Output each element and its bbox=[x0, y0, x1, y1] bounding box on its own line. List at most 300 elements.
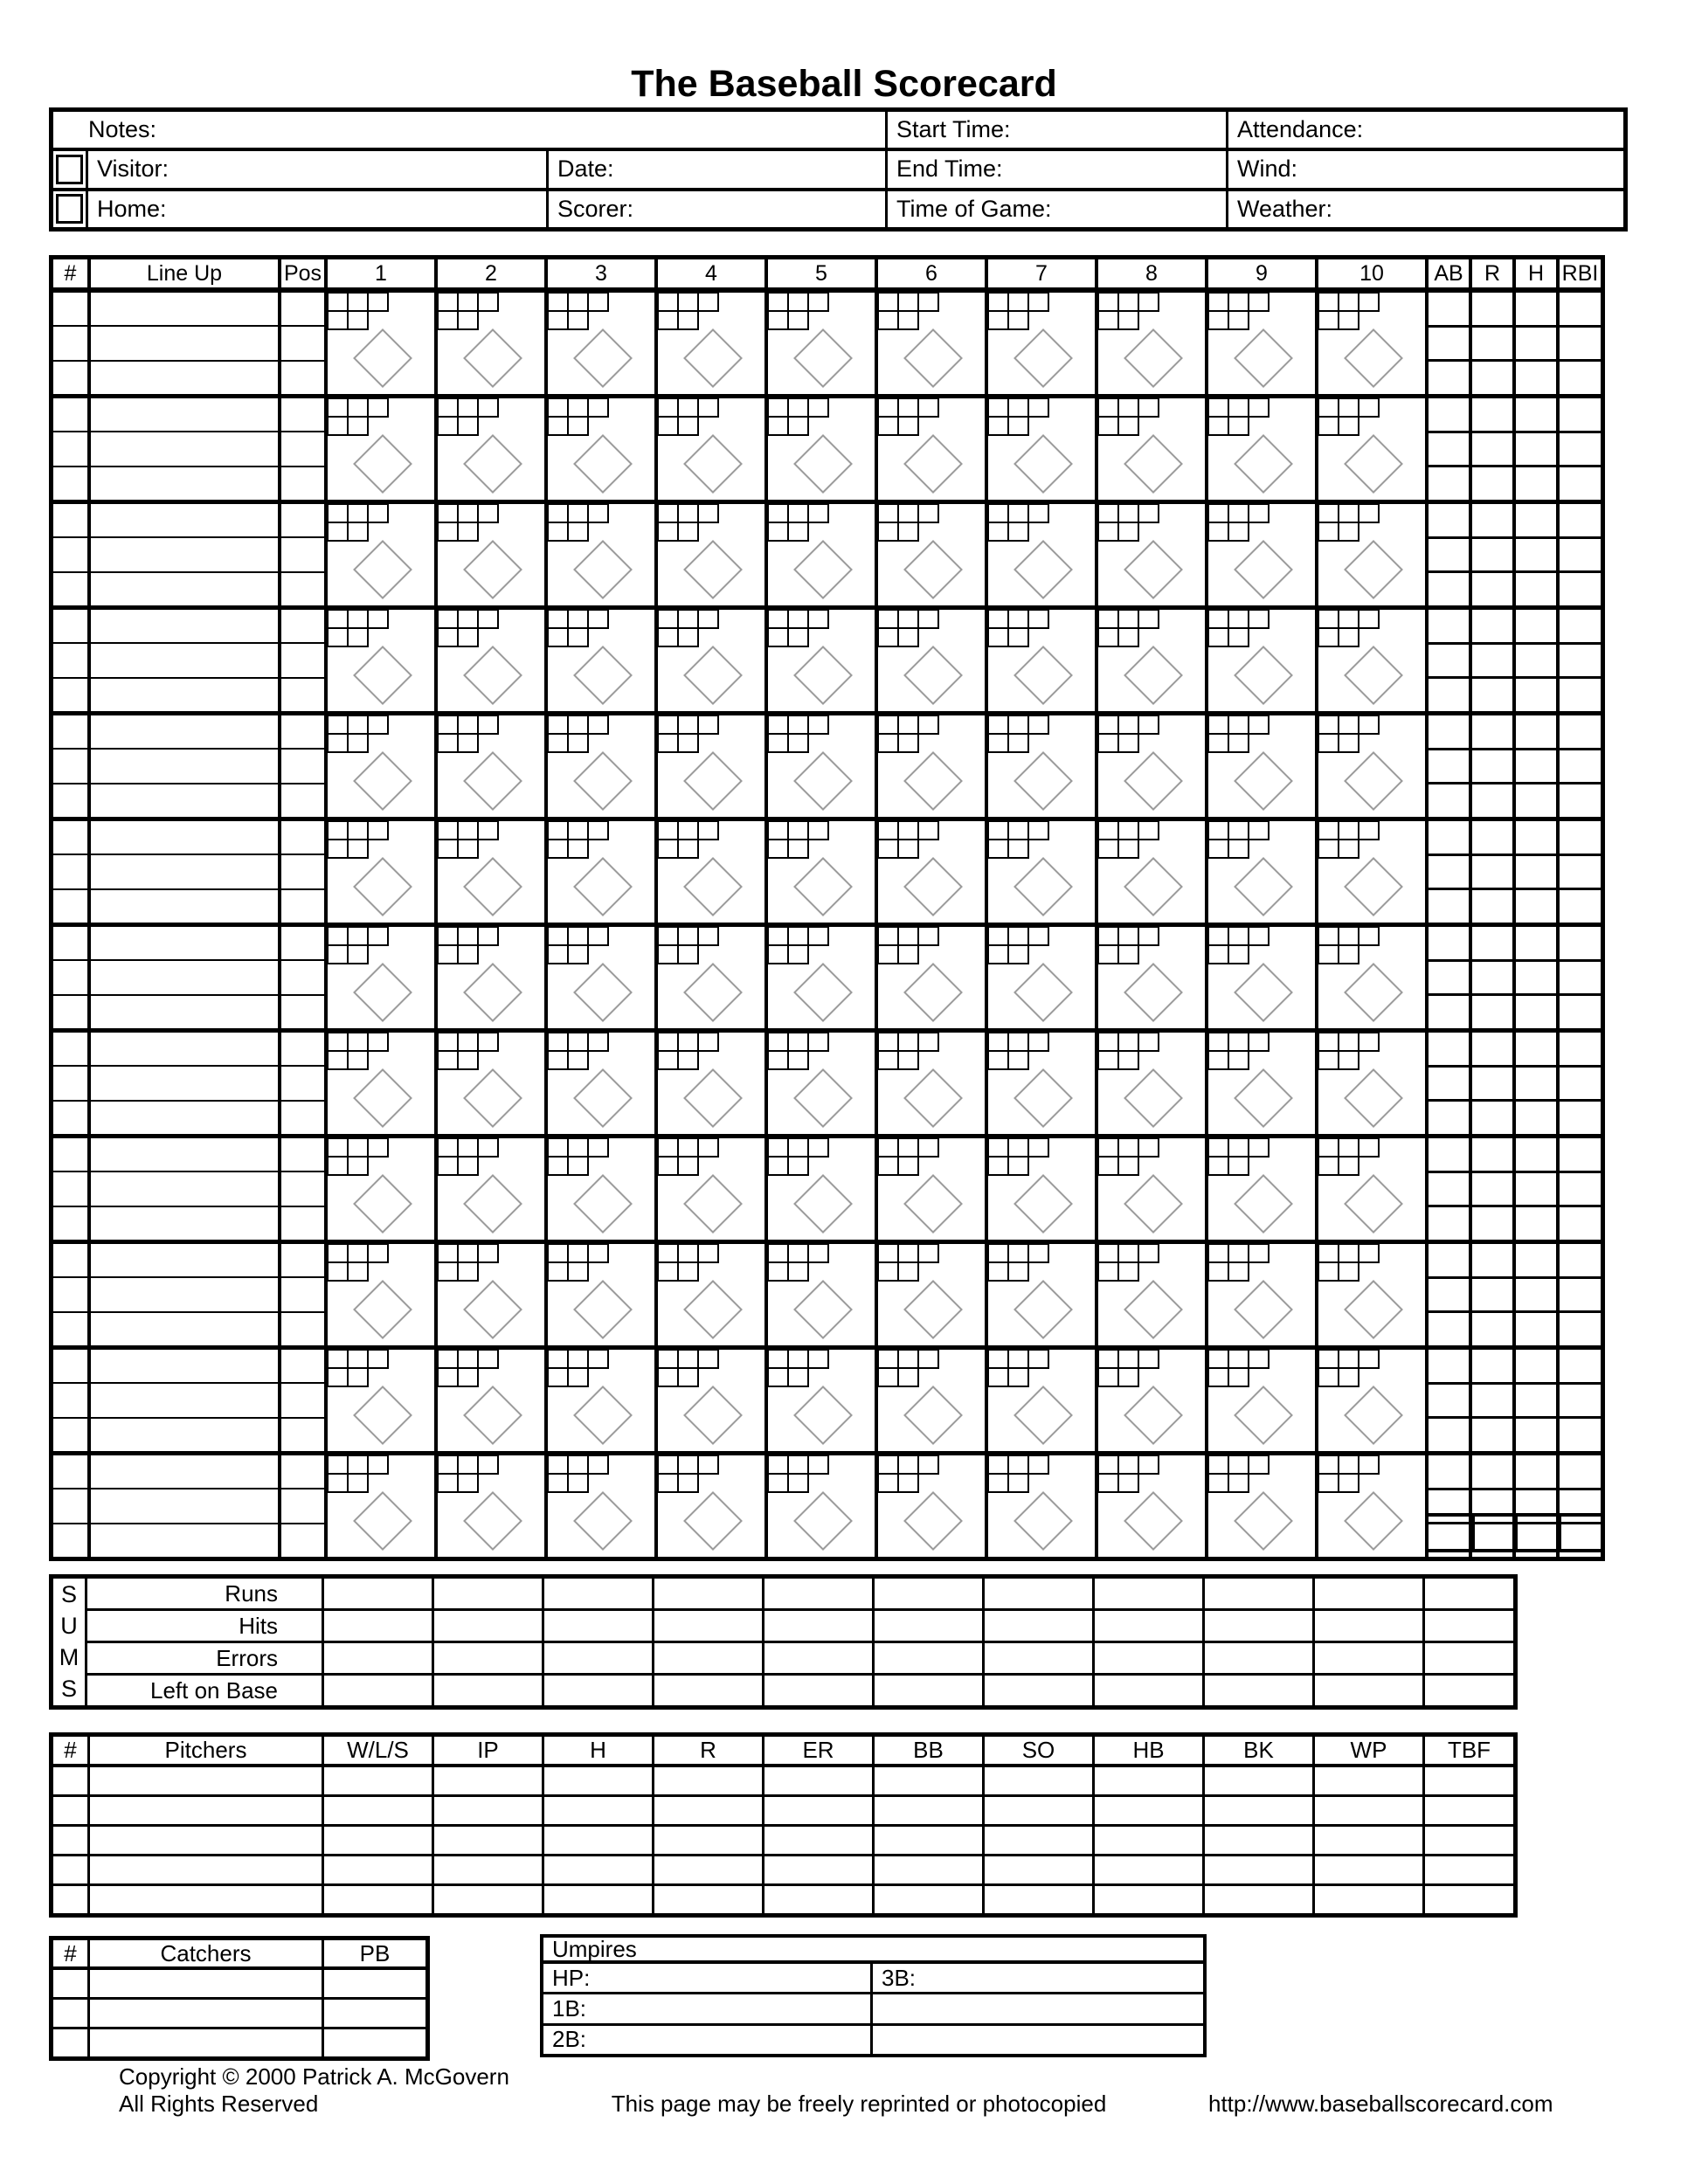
inning-5-scoring-cell[interactable] bbox=[764, 715, 875, 817]
lineup-number-cell-sub[interactable] bbox=[53, 1455, 87, 1488]
position-cell-sub[interactable] bbox=[281, 677, 324, 711]
sums-inning-cell[interactable] bbox=[542, 1643, 652, 1673]
r-stat-cell[interactable] bbox=[1469, 1138, 1512, 1240]
h-stat-cell[interactable] bbox=[1512, 821, 1556, 923]
inning-5-scoring-cell[interactable] bbox=[764, 1455, 875, 1557]
lineup-number-cell-sub[interactable] bbox=[53, 888, 87, 923]
position-cell-sub[interactable] bbox=[281, 536, 324, 570]
inning-7-scoring-cell[interactable] bbox=[985, 927, 1095, 1028]
inning-9-scoring-cell[interactable] bbox=[1205, 504, 1315, 605]
position-cell-sub[interactable] bbox=[281, 1206, 324, 1240]
pitcher-name-cell[interactable] bbox=[87, 1856, 322, 1883]
pitcher-stat-cell[interactable] bbox=[542, 1767, 652, 1794]
lineup-name-cell-sub[interactable] bbox=[91, 677, 278, 711]
inning-1-scoring-cell[interactable] bbox=[324, 1350, 434, 1451]
pitcher-name-cell[interactable] bbox=[87, 1797, 322, 1824]
catcher-name-cell[interactable] bbox=[87, 1970, 322, 1997]
ab-stat-cell[interactable] bbox=[1425, 1138, 1469, 1240]
lineup-number-cell[interactable] bbox=[53, 504, 87, 605]
inning-2-scoring-cell[interactable] bbox=[434, 398, 544, 500]
inning-3-scoring-cell[interactable] bbox=[544, 1138, 654, 1240]
visitor-checkbox[interactable] bbox=[56, 155, 83, 184]
position-cell-sub[interactable] bbox=[281, 715, 324, 748]
r-stat-sub[interactable] bbox=[1472, 854, 1512, 888]
inning-9-scoring-cell[interactable] bbox=[1205, 1244, 1315, 1345]
h-stat-sub[interactable] bbox=[1516, 1099, 1556, 1134]
ab-stat-sub[interactable] bbox=[1429, 1455, 1469, 1488]
umpire-1b-field[interactable] bbox=[543, 1994, 870, 2022]
lineup-name-cell-sub[interactable] bbox=[91, 431, 278, 465]
lineup-number-cell-sub[interactable] bbox=[53, 1488, 87, 1522]
pitcher-stat-cell[interactable] bbox=[1092, 1767, 1202, 1794]
lineup-name-cell-sub[interactable] bbox=[91, 1523, 278, 1557]
pitcher-stat-cell[interactable] bbox=[1312, 1886, 1422, 1913]
h-stat-cell[interactable] bbox=[1512, 610, 1556, 711]
ab-stat-sub[interactable] bbox=[1429, 1310, 1469, 1345]
rbi-stat-sub[interactable] bbox=[1560, 504, 1601, 536]
pitcher-stat-cell[interactable] bbox=[762, 1886, 872, 1913]
r-stat-sub[interactable] bbox=[1472, 325, 1512, 360]
h-stat-sub[interactable] bbox=[1516, 1138, 1556, 1171]
lineup-name-cell-sub[interactable] bbox=[91, 1276, 278, 1310]
r-stat-sub[interactable] bbox=[1472, 821, 1512, 854]
rbi-stat-cell[interactable] bbox=[1556, 1244, 1601, 1345]
rbi-stat-sub[interactable] bbox=[1560, 782, 1601, 817]
r-stat-sub[interactable] bbox=[1472, 642, 1512, 677]
lineup-name-cell-sub[interactable] bbox=[91, 1100, 278, 1134]
h-stat-cell[interactable] bbox=[1512, 927, 1556, 1028]
rbi-stat-cell[interactable] bbox=[1556, 398, 1601, 500]
h-stat-sub[interactable] bbox=[1516, 293, 1556, 325]
pitcher-stat-cell[interactable] bbox=[1202, 1827, 1312, 1854]
umpire-2b-right-field[interactable] bbox=[870, 2026, 1203, 2054]
r-stat-sub[interactable] bbox=[1472, 1033, 1512, 1065]
sums-inning-cell[interactable] bbox=[1202, 1611, 1312, 1641]
lineup-number-cell-sub[interactable] bbox=[53, 466, 87, 500]
r-stat-sub[interactable] bbox=[1472, 1310, 1512, 1345]
pitcher-number-cell[interactable] bbox=[53, 1886, 87, 1913]
sums-inning-cell[interactable] bbox=[982, 1611, 1092, 1641]
inning-10-scoring-cell[interactable] bbox=[1315, 504, 1425, 605]
rbi-stat-sub[interactable] bbox=[1560, 1276, 1601, 1311]
ab-stat-sub[interactable] bbox=[1429, 993, 1469, 1028]
inning-10-scoring-cell[interactable] bbox=[1315, 821, 1425, 923]
sums-inning-cell[interactable] bbox=[982, 1676, 1092, 1705]
inning-1-scoring-cell[interactable] bbox=[324, 1244, 434, 1345]
position-cell-sub[interactable] bbox=[281, 1138, 324, 1171]
sums-inning-cell[interactable] bbox=[762, 1676, 872, 1705]
sums-inning-cell[interactable] bbox=[1312, 1676, 1422, 1705]
lineup-name-cell-sub[interactable] bbox=[91, 504, 278, 536]
h-stat-sub[interactable] bbox=[1516, 504, 1556, 536]
inning-8-scoring-cell[interactable] bbox=[1095, 1244, 1205, 1345]
ab-stat-sub[interactable] bbox=[1429, 504, 1469, 536]
pitcher-stat-cell[interactable] bbox=[1092, 1827, 1202, 1854]
lineup-name-cell[interactable] bbox=[87, 821, 278, 923]
sums-total-cell[interactable] bbox=[1422, 1676, 1513, 1705]
position-cell[interactable] bbox=[278, 293, 324, 394]
position-cell-sub[interactable] bbox=[281, 1100, 324, 1134]
h-stat-sub[interactable] bbox=[1516, 325, 1556, 360]
ab-stat-cell[interactable] bbox=[1425, 1350, 1469, 1451]
position-cell-sub[interactable] bbox=[281, 466, 324, 500]
r-stat-cell[interactable] bbox=[1469, 715, 1512, 817]
h-stat-sub[interactable] bbox=[1516, 1310, 1556, 1345]
lineup-name-cell-sub[interactable] bbox=[91, 748, 278, 782]
position-cell[interactable] bbox=[278, 610, 324, 711]
r-stat-sub[interactable] bbox=[1472, 1244, 1512, 1276]
r-stat-sub[interactable] bbox=[1472, 465, 1512, 500]
lineup-number-cell-sub[interactable] bbox=[53, 994, 87, 1028]
inning-4-scoring-cell[interactable] bbox=[654, 1138, 764, 1240]
ab-stat-sub[interactable] bbox=[1429, 715, 1469, 748]
pitcher-stat-cell[interactable] bbox=[1422, 1827, 1513, 1854]
lineup-name-cell-sub[interactable] bbox=[91, 293, 278, 325]
lineup-name-cell-sub[interactable] bbox=[91, 994, 278, 1028]
sums-inning-cell[interactable] bbox=[982, 1579, 1092, 1608]
lineup-number-cell-sub[interactable] bbox=[53, 927, 87, 959]
inning-7-scoring-cell[interactable] bbox=[985, 1244, 1095, 1345]
h-stat-sub[interactable] bbox=[1516, 748, 1556, 783]
ab-stat-cell[interactable] bbox=[1425, 293, 1469, 394]
lineup-number-cell-sub[interactable] bbox=[53, 748, 87, 782]
r-stat-cell[interactable] bbox=[1469, 927, 1512, 1028]
position-cell-sub[interactable] bbox=[281, 1244, 324, 1276]
pitcher-stat-cell[interactable] bbox=[652, 1886, 762, 1913]
h-stat-sub[interactable] bbox=[1516, 1205, 1556, 1240]
lineup-number-cell-sub[interactable] bbox=[53, 325, 87, 359]
umpire-3b-field[interactable] bbox=[870, 1964, 1203, 1992]
ab-stat-sub[interactable] bbox=[1429, 927, 1469, 959]
inning-2-scoring-cell[interactable] bbox=[434, 293, 544, 394]
position-cell-sub[interactable] bbox=[281, 994, 324, 1028]
h-stat-sub[interactable] bbox=[1516, 888, 1556, 923]
ab-stat-sub[interactable] bbox=[1429, 854, 1469, 888]
position-cell-sub[interactable] bbox=[281, 398, 324, 431]
lineup-name-cell-sub[interactable] bbox=[91, 821, 278, 854]
position-cell[interactable] bbox=[278, 927, 324, 1028]
h-stat-sub[interactable] bbox=[1516, 676, 1556, 711]
ab-stat-sub[interactable] bbox=[1429, 959, 1469, 994]
h-stat-sub[interactable] bbox=[1516, 465, 1556, 500]
rbi-stat-sub[interactable] bbox=[1560, 1416, 1601, 1451]
lineup-number-cell[interactable] bbox=[53, 1244, 87, 1345]
inning-6-scoring-cell[interactable] bbox=[875, 927, 985, 1028]
pitcher-stat-cell[interactable] bbox=[1422, 1767, 1513, 1794]
inning-8-scoring-cell[interactable] bbox=[1095, 1455, 1205, 1557]
inning-2-scoring-cell[interactable] bbox=[434, 504, 544, 605]
ab-stat-sub[interactable] bbox=[1429, 1033, 1469, 1065]
position-cell-sub[interactable] bbox=[281, 1488, 324, 1522]
catcher-number-cell[interactable] bbox=[53, 2000, 87, 2027]
inning-3-scoring-cell[interactable] bbox=[544, 610, 654, 711]
catcher-pb-cell[interactable] bbox=[322, 2000, 425, 2027]
inning-6-scoring-cell[interactable] bbox=[875, 1244, 985, 1345]
inning-5-scoring-cell[interactable] bbox=[764, 821, 875, 923]
position-cell-sub[interactable] bbox=[281, 1311, 324, 1345]
inning-7-scoring-cell[interactable] bbox=[985, 398, 1095, 500]
rbi-stat-sub[interactable] bbox=[1560, 359, 1601, 394]
position-cell[interactable] bbox=[278, 398, 324, 500]
pitcher-stat-cell[interactable] bbox=[542, 1886, 652, 1913]
inning-8-scoring-cell[interactable] bbox=[1095, 293, 1205, 394]
sums-inning-cell[interactable] bbox=[1092, 1611, 1202, 1641]
r-stat-cell[interactable] bbox=[1469, 1244, 1512, 1345]
pitcher-number-cell[interactable] bbox=[53, 1856, 87, 1883]
rbi-stat-sub[interactable] bbox=[1560, 1171, 1601, 1206]
lineup-number-cell-sub[interactable] bbox=[53, 854, 87, 888]
inning-8-scoring-cell[interactable] bbox=[1095, 398, 1205, 500]
inning-3-scoring-cell[interactable] bbox=[544, 1244, 654, 1345]
position-cell[interactable] bbox=[278, 1244, 324, 1345]
inning-6-scoring-cell[interactable] bbox=[875, 504, 985, 605]
rbi-stat-sub[interactable] bbox=[1560, 676, 1601, 711]
inning-7-scoring-cell[interactable] bbox=[985, 1033, 1095, 1134]
position-cell-sub[interactable] bbox=[281, 1065, 324, 1099]
inning-4-scoring-cell[interactable] bbox=[654, 927, 764, 1028]
inning-10-scoring-cell[interactable] bbox=[1315, 1350, 1425, 1451]
inning-7-scoring-cell[interactable] bbox=[985, 715, 1095, 817]
inning-8-scoring-cell[interactable] bbox=[1095, 927, 1205, 1028]
lineup-name-cell-sub[interactable] bbox=[91, 1417, 278, 1451]
lineup-number-cell-sub[interactable] bbox=[53, 1311, 87, 1345]
inning-7-scoring-cell[interactable] bbox=[985, 1138, 1095, 1240]
position-cell-sub[interactable] bbox=[281, 360, 324, 394]
r-stat-sub[interactable] bbox=[1472, 782, 1512, 817]
ab-stat-cell[interactable] bbox=[1425, 927, 1469, 1028]
inning-5-scoring-cell[interactable] bbox=[764, 398, 875, 500]
inning-10-scoring-cell[interactable] bbox=[1315, 1033, 1425, 1134]
rbi-stat-cell[interactable] bbox=[1556, 715, 1601, 817]
catcher-name-cell[interactable] bbox=[87, 2000, 322, 2027]
r-stat-sub[interactable] bbox=[1472, 536, 1512, 571]
sums-total-cell[interactable] bbox=[1422, 1611, 1513, 1641]
inning-8-scoring-cell[interactable] bbox=[1095, 1033, 1205, 1134]
inning-4-scoring-cell[interactable] bbox=[654, 293, 764, 394]
pitcher-stat-cell[interactable] bbox=[1312, 1797, 1422, 1824]
inning-9-scoring-cell[interactable] bbox=[1205, 1350, 1315, 1451]
r-stat-sub[interactable] bbox=[1472, 1205, 1512, 1240]
lineup-number-cell[interactable] bbox=[53, 715, 87, 817]
sums-inning-cell[interactable] bbox=[1092, 1676, 1202, 1705]
r-stat-cell[interactable] bbox=[1469, 610, 1512, 711]
inning-2-scoring-cell[interactable] bbox=[434, 1455, 544, 1557]
rbi-stat-sub[interactable] bbox=[1560, 1455, 1601, 1488]
r-stat-sub[interactable] bbox=[1472, 1138, 1512, 1171]
inning-3-scoring-cell[interactable] bbox=[544, 821, 654, 923]
sums-inning-cell[interactable] bbox=[872, 1611, 982, 1641]
inning-5-scoring-cell[interactable] bbox=[764, 1033, 875, 1134]
rbi-stat-sub[interactable] bbox=[1560, 1205, 1601, 1240]
ab-stat-sub[interactable] bbox=[1429, 1171, 1469, 1206]
inning-7-scoring-cell[interactable] bbox=[985, 293, 1095, 394]
position-cell[interactable] bbox=[278, 715, 324, 817]
lineup-number-cell-sub[interactable] bbox=[53, 821, 87, 854]
lineup-name-cell[interactable] bbox=[87, 293, 278, 394]
lineup-number-cell[interactable] bbox=[53, 927, 87, 1028]
umpire-hp-field[interactable] bbox=[543, 1964, 870, 1992]
h-stat-sub[interactable] bbox=[1516, 1416, 1556, 1451]
sums-inning-cell[interactable] bbox=[652, 1611, 762, 1641]
inning-8-scoring-cell[interactable] bbox=[1095, 1350, 1205, 1451]
inning-6-scoring-cell[interactable] bbox=[875, 1033, 985, 1134]
inning-10-scoring-cell[interactable] bbox=[1315, 1138, 1425, 1240]
pitcher-stat-cell[interactable] bbox=[872, 1827, 982, 1854]
lineup-number-cell-sub[interactable] bbox=[53, 642, 87, 676]
sums-inning-cell[interactable] bbox=[652, 1676, 762, 1705]
inning-2-scoring-cell[interactable] bbox=[434, 1244, 544, 1345]
inning-8-scoring-cell[interactable] bbox=[1095, 1138, 1205, 1240]
ab-stat-sub[interactable] bbox=[1429, 888, 1469, 923]
lineup-number-cell-sub[interactable] bbox=[53, 571, 87, 605]
inning-1-scoring-cell[interactable] bbox=[324, 927, 434, 1028]
pitcher-stat-cell[interactable] bbox=[1422, 1856, 1513, 1883]
home-field[interactable] bbox=[86, 191, 546, 227]
pitcher-stat-cell[interactable] bbox=[872, 1767, 982, 1794]
catcher-name-cell[interactable] bbox=[87, 2029, 322, 2056]
inning-5-scoring-cell[interactable] bbox=[764, 1138, 875, 1240]
lineup-name-cell-sub[interactable] bbox=[91, 1311, 278, 1345]
lineup-number-cell-sub[interactable] bbox=[53, 677, 87, 711]
inning-7-scoring-cell[interactable] bbox=[985, 821, 1095, 923]
lineup-number-cell-sub[interactable] bbox=[53, 783, 87, 817]
pitcher-stat-cell[interactable] bbox=[982, 1856, 1092, 1883]
sums-inning-cell[interactable] bbox=[1202, 1579, 1312, 1608]
position-cell-sub[interactable] bbox=[281, 1033, 324, 1065]
inning-10-scoring-cell[interactable] bbox=[1315, 398, 1425, 500]
pitcher-stat-cell[interactable] bbox=[982, 1767, 1092, 1794]
position-cell-sub[interactable] bbox=[281, 293, 324, 325]
visitor-field[interactable] bbox=[86, 151, 546, 187]
rbi-stat-cell[interactable] bbox=[1556, 1138, 1601, 1240]
lineup-number-cell-sub[interactable] bbox=[53, 398, 87, 431]
inning-1-scoring-cell[interactable] bbox=[324, 398, 434, 500]
pitcher-number-cell[interactable] bbox=[53, 1827, 87, 1854]
sums-inning-cell[interactable] bbox=[322, 1676, 432, 1705]
rbi-stat-sub[interactable] bbox=[1560, 748, 1601, 783]
pitcher-stat-cell[interactable] bbox=[542, 1827, 652, 1854]
r-stat-cell[interactable] bbox=[1469, 398, 1512, 500]
lineup-name-cell-sub[interactable] bbox=[91, 1488, 278, 1522]
inning-2-scoring-cell[interactable] bbox=[434, 610, 544, 711]
inning-9-scoring-cell[interactable] bbox=[1205, 715, 1315, 817]
h-stat-sub[interactable] bbox=[1516, 1065, 1556, 1100]
position-cell-sub[interactable] bbox=[281, 1455, 324, 1488]
catcher-number-cell[interactable] bbox=[53, 1970, 87, 1997]
inning-2-scoring-cell[interactable] bbox=[434, 1033, 544, 1134]
ab-stat-sub[interactable] bbox=[1429, 642, 1469, 677]
inning-6-scoring-cell[interactable] bbox=[875, 1138, 985, 1240]
lineup-number-cell-sub[interactable] bbox=[53, 1417, 87, 1451]
umpire-1b-right-field[interactable] bbox=[870, 1994, 1203, 2022]
ab-stat-sub[interactable] bbox=[1429, 1382, 1469, 1417]
position-cell-sub[interactable] bbox=[281, 431, 324, 465]
pitcher-stat-cell[interactable] bbox=[1202, 1797, 1312, 1824]
position-cell-sub[interactable] bbox=[281, 1523, 324, 1557]
inning-6-scoring-cell[interactable] bbox=[875, 715, 985, 817]
inning-1-scoring-cell[interactable] bbox=[324, 1138, 434, 1240]
inning-5-scoring-cell[interactable] bbox=[764, 1244, 875, 1345]
inning-6-scoring-cell[interactable] bbox=[875, 398, 985, 500]
position-cell[interactable] bbox=[278, 1455, 324, 1557]
h-stat-sub[interactable] bbox=[1516, 1244, 1556, 1276]
lineup-name-cell-sub[interactable] bbox=[91, 360, 278, 394]
inning-10-scoring-cell[interactable] bbox=[1315, 1244, 1425, 1345]
ab-stat-sub[interactable] bbox=[1429, 1065, 1469, 1100]
r-stat-sub[interactable] bbox=[1472, 1171, 1512, 1206]
pitcher-stat-cell[interactable] bbox=[652, 1797, 762, 1824]
pitcher-stat-cell[interactable] bbox=[1422, 1886, 1513, 1913]
ab-stat-cell[interactable] bbox=[1425, 715, 1469, 817]
ab-stat-sub[interactable] bbox=[1429, 782, 1469, 817]
position-cell-sub[interactable] bbox=[281, 610, 324, 642]
h-stat-sub[interactable] bbox=[1516, 993, 1556, 1028]
r-stat-sub[interactable] bbox=[1472, 359, 1512, 394]
lineup-name-cell[interactable] bbox=[87, 927, 278, 1028]
r-stat-sub[interactable] bbox=[1472, 1065, 1512, 1100]
lineup-number-cell-sub[interactable] bbox=[53, 1382, 87, 1416]
lineup-name-cell-sub[interactable] bbox=[91, 398, 278, 431]
r-stat-cell[interactable] bbox=[1469, 821, 1512, 923]
sums-inning-cell[interactable] bbox=[322, 1579, 432, 1608]
h-stat-cell[interactable] bbox=[1512, 293, 1556, 394]
rbi-stat-sub[interactable] bbox=[1560, 1244, 1601, 1276]
h-stat-sub[interactable] bbox=[1516, 927, 1556, 959]
h-stat-cell[interactable] bbox=[1512, 1033, 1556, 1134]
sums-inning-cell[interactable] bbox=[542, 1579, 652, 1608]
h-stat-cell[interactable] bbox=[1512, 398, 1556, 500]
r-stat-sub[interactable] bbox=[1472, 888, 1512, 923]
inning-2-scoring-cell[interactable] bbox=[434, 715, 544, 817]
rbi-stat-sub[interactable] bbox=[1560, 854, 1601, 888]
pitcher-stat-cell[interactable] bbox=[982, 1827, 1092, 1854]
lineup-name-cell-sub[interactable] bbox=[91, 1206, 278, 1240]
inning-6-scoring-cell[interactable] bbox=[875, 1350, 985, 1451]
inning-7-scoring-cell[interactable] bbox=[985, 1350, 1095, 1451]
r-stat-sub[interactable] bbox=[1472, 1350, 1512, 1382]
rbi-stat-cell[interactable] bbox=[1556, 927, 1601, 1028]
sums-inning-cell[interactable] bbox=[432, 1611, 542, 1641]
inning-9-scoring-cell[interactable] bbox=[1205, 1138, 1315, 1240]
pitcher-stat-cell[interactable] bbox=[322, 1856, 432, 1883]
inning-3-scoring-cell[interactable] bbox=[544, 927, 654, 1028]
ab-stat-sub[interactable] bbox=[1429, 1276, 1469, 1311]
inning-10-scoring-cell[interactable] bbox=[1315, 610, 1425, 711]
lineup-number-cell[interactable] bbox=[53, 1455, 87, 1557]
sums-inning-cell[interactable] bbox=[432, 1643, 542, 1673]
inning-1-scoring-cell[interactable] bbox=[324, 821, 434, 923]
sums-inning-cell[interactable] bbox=[322, 1643, 432, 1673]
r-stat-sub[interactable] bbox=[1472, 715, 1512, 748]
rbi-stat-sub[interactable] bbox=[1560, 1099, 1601, 1134]
h-stat-sub[interactable] bbox=[1516, 536, 1556, 571]
position-cell[interactable] bbox=[278, 1033, 324, 1134]
r-stat-sub[interactable] bbox=[1472, 1276, 1512, 1311]
lineup-name-cell-sub[interactable] bbox=[91, 466, 278, 500]
rbi-stat-cell[interactable] bbox=[1556, 1350, 1601, 1451]
pitcher-stat-cell[interactable] bbox=[542, 1856, 652, 1883]
sums-inning-cell[interactable] bbox=[762, 1611, 872, 1641]
rbi-stat-cell[interactable] bbox=[1556, 610, 1601, 711]
h-stat-sub[interactable] bbox=[1516, 570, 1556, 605]
h-stat-sub[interactable] bbox=[1516, 431, 1556, 466]
lineup-number-cell-sub[interactable] bbox=[53, 431, 87, 465]
r-stat-sub[interactable] bbox=[1472, 1382, 1512, 1417]
inning-3-scoring-cell[interactable] bbox=[544, 504, 654, 605]
rbi-stat-sub[interactable] bbox=[1560, 465, 1601, 500]
ab-stat-sub[interactable] bbox=[1429, 359, 1469, 394]
rbi-stat-sub[interactable] bbox=[1560, 431, 1601, 466]
